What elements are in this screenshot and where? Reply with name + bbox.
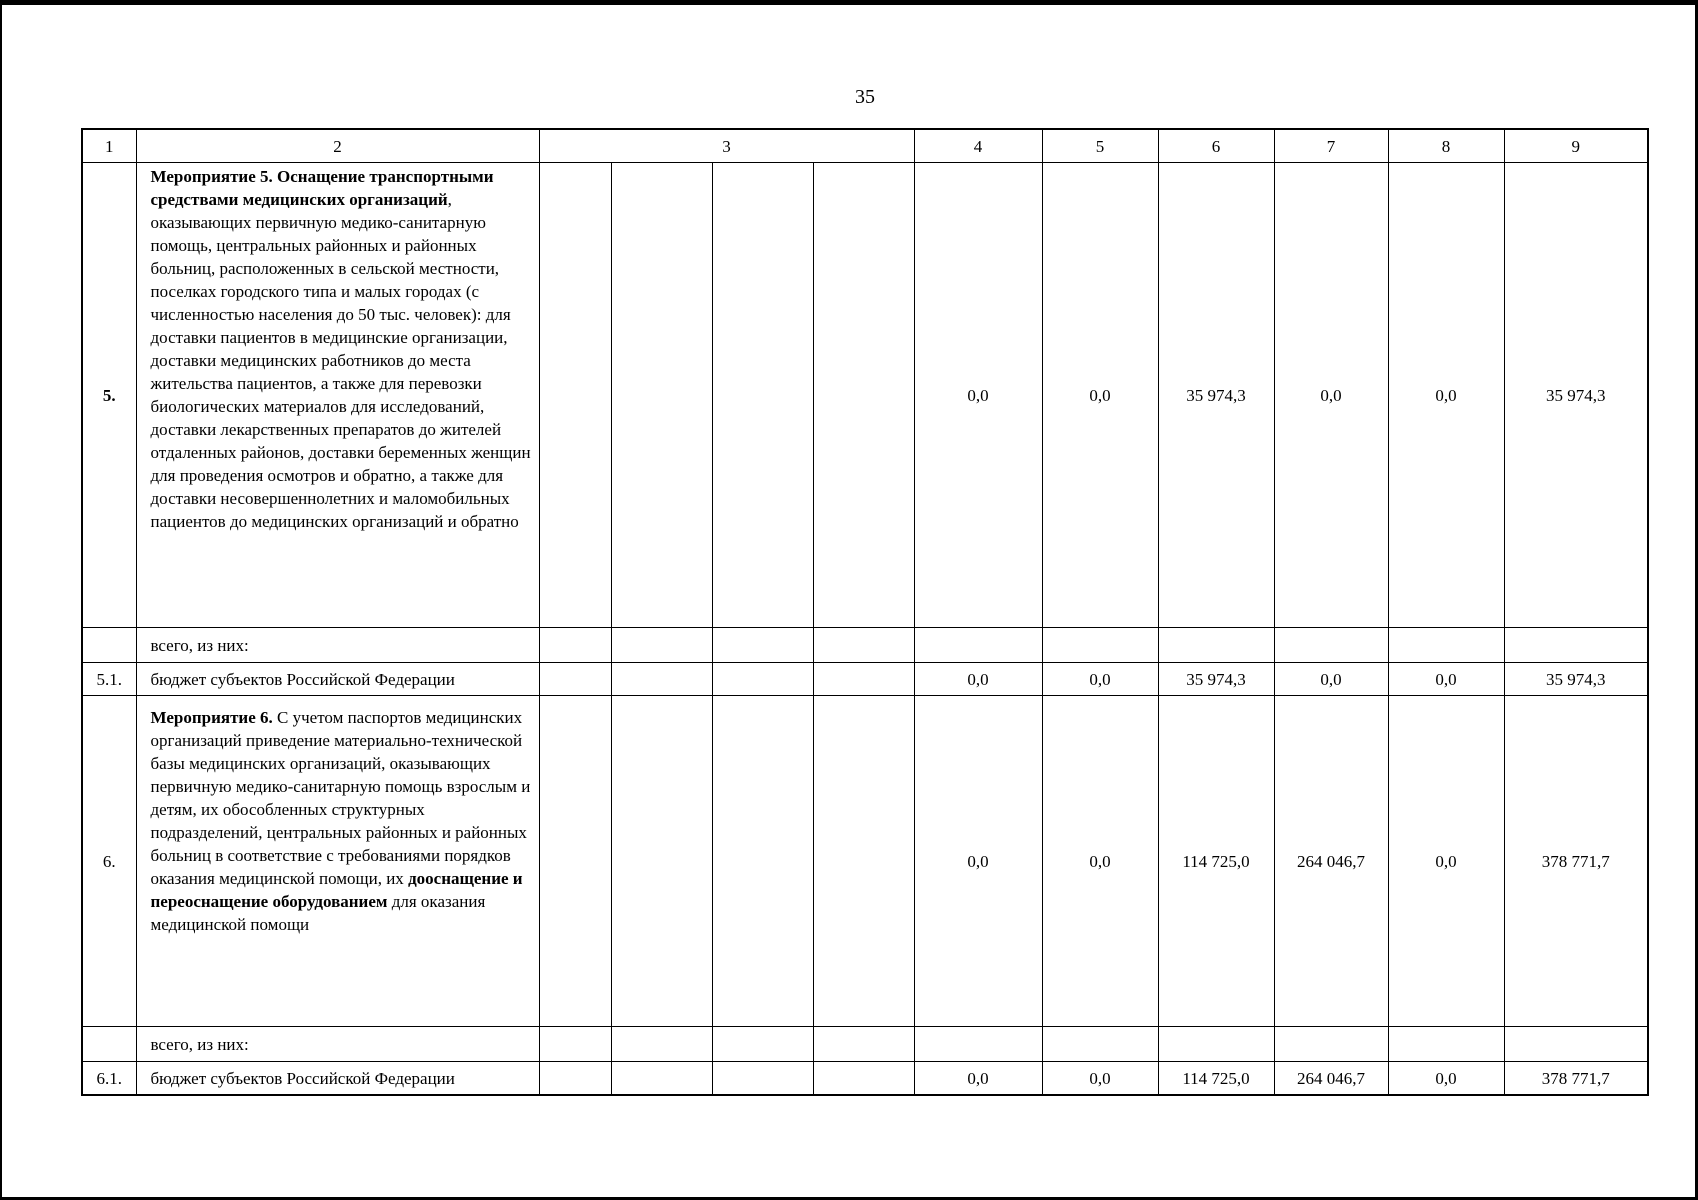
data-table bbox=[81, 128, 1649, 1096]
value-col-7: 264 046,7 bbox=[1274, 1062, 1388, 1096]
empty-cell bbox=[1158, 1027, 1274, 1062]
header-cell-7: 7 bbox=[1274, 129, 1388, 163]
measure-title: Мероприятие 6. bbox=[150, 708, 273, 727]
row-number: 5.1. bbox=[82, 663, 136, 696]
empty-cell bbox=[82, 628, 136, 663]
value-col-9: 378 771,7 bbox=[1504, 696, 1648, 1027]
empty-cell bbox=[712, 1062, 813, 1096]
empty-cell bbox=[712, 163, 813, 628]
value-col-9: 35 974,3 bbox=[1504, 663, 1648, 696]
measure-description bbox=[136, 696, 539, 1027]
table-row-6-1 bbox=[82, 1062, 1648, 1096]
empty-cell bbox=[611, 163, 712, 628]
header-cell-4: 4 bbox=[914, 129, 1042, 163]
total-label: всего, из них: bbox=[136, 1027, 539, 1062]
empty-cell bbox=[1388, 1027, 1504, 1062]
value-col-6: 35 974,3 bbox=[1158, 663, 1274, 696]
total-label: всего, из них: bbox=[136, 628, 539, 663]
empty-cell bbox=[813, 696, 914, 1027]
empty-cell bbox=[1504, 628, 1648, 663]
header-cell-3: 3 bbox=[539, 129, 914, 163]
value-col-4: 0,0 bbox=[914, 696, 1042, 1027]
empty-cell bbox=[539, 1027, 611, 1062]
value-col-8: 0,0 bbox=[1388, 663, 1504, 696]
measure-text-end: для оказания медицинской помощи bbox=[150, 892, 486, 934]
empty-cell bbox=[712, 1027, 813, 1062]
empty-cell bbox=[539, 663, 611, 696]
value-col-6: 114 725,0 bbox=[1158, 696, 1274, 1027]
empty-cell bbox=[1158, 628, 1274, 663]
budget-label: бюджет субъектов Российской Федерации bbox=[136, 663, 539, 696]
value-col-7: 0,0 bbox=[1274, 163, 1388, 628]
empty-cell bbox=[611, 1062, 712, 1096]
header-row bbox=[82, 129, 1648, 163]
value-col-5: 0,0 bbox=[1042, 163, 1158, 628]
value-col-5: 0,0 bbox=[1042, 696, 1158, 1027]
measure-emphasis: дооснащение и переоснащение оборудованием bbox=[150, 869, 523, 911]
value-col-7: 264 046,7 bbox=[1274, 696, 1388, 1027]
empty-cell bbox=[611, 628, 712, 663]
measure-text: , оказывающих первичную медико-санитарную помощь, центральных районных и районных больниц, расположенных в сельской местности, поселках городского типа и малых городах (с численностью населения до 50 тыс. человек): для доставки пациентов в медицинские организации, доставки медицинских работников до места жительства пациентов, а также для перевозки биологических материалов для исследований, доставки лекарственных препаратов до жителей отдаленных районов, доставки беременных женщин для проведения осмотров и обратно, а также для доставки несовершеннолетних и маломобильных пациентов до медицинских организаций и обратно bbox=[150, 190, 531, 531]
table-row-total-6 bbox=[82, 1027, 1648, 1062]
empty-cell bbox=[539, 163, 611, 628]
empty-cell bbox=[611, 1027, 712, 1062]
value-col-8: 0,0 bbox=[1388, 696, 1504, 1027]
measure-description bbox=[136, 163, 539, 628]
empty-cell bbox=[539, 696, 611, 1027]
row-number: 6. bbox=[82, 696, 136, 1027]
empty-cell bbox=[1042, 1027, 1158, 1062]
value-col-9: 378 771,7 bbox=[1504, 1062, 1648, 1096]
empty-cell bbox=[539, 1062, 611, 1096]
header-cell-9: 9 bbox=[1504, 129, 1648, 163]
value-col-6: 35 974,3 bbox=[1158, 163, 1274, 628]
empty-cell bbox=[611, 696, 712, 1027]
empty-cell bbox=[813, 663, 914, 696]
empty-cell bbox=[1388, 628, 1504, 663]
empty-cell bbox=[813, 1027, 914, 1062]
page-number: 35 bbox=[855, 86, 875, 108]
header-cell-6: 6 bbox=[1158, 129, 1274, 163]
value-col-4: 0,0 bbox=[914, 663, 1042, 696]
empty-cell bbox=[82, 1027, 136, 1062]
value-col-4: 0,0 bbox=[914, 1062, 1042, 1096]
measure-text: С учетом паспортов медицинских организаций приведение материально-технической базы медицинских организаций, оказывающих первичную медико-санитарную помощь взрослым и детям, их обособленных структурных подразделений, центральных районных и районных больниц в соответствие с требованиями порядков оказания медицинской помощи, их bbox=[150, 708, 531, 888]
empty-cell bbox=[914, 628, 1042, 663]
table-row-5-1 bbox=[82, 663, 1648, 696]
empty-cell bbox=[539, 628, 611, 663]
empty-cell bbox=[813, 628, 914, 663]
header-cell-5: 5 bbox=[1042, 129, 1158, 163]
empty-cell bbox=[914, 1027, 1042, 1062]
value-col-5: 0,0 bbox=[1042, 1062, 1158, 1096]
table-row-measure-5 bbox=[82, 163, 1648, 628]
empty-cell bbox=[813, 163, 914, 628]
empty-cell bbox=[712, 696, 813, 1027]
row-number: 6.1. bbox=[82, 1062, 136, 1096]
header-cell-2: 2 bbox=[136, 129, 539, 163]
measure-title: Мероприятие 5. Оснащение транспортными средствами медицинских организаций bbox=[150, 167, 494, 209]
value-col-4: 0,0 bbox=[914, 163, 1042, 628]
budget-label: бюджет субъектов Российской Федерации bbox=[136, 1062, 539, 1096]
empty-cell bbox=[712, 663, 813, 696]
value-col-8: 0,0 bbox=[1388, 163, 1504, 628]
empty-cell bbox=[1042, 628, 1158, 663]
empty-cell bbox=[1274, 1027, 1388, 1062]
table-row-measure-6 bbox=[82, 696, 1648, 1027]
value-col-8: 0,0 bbox=[1388, 1062, 1504, 1096]
header-cell-8: 8 bbox=[1388, 129, 1504, 163]
empty-cell bbox=[813, 1062, 914, 1096]
header-cell-1: 1 bbox=[82, 129, 136, 163]
row-number: 5. bbox=[82, 163, 136, 628]
table-row-total-5 bbox=[82, 628, 1648, 663]
value-col-7: 0,0 bbox=[1274, 663, 1388, 696]
empty-cell bbox=[1504, 1027, 1648, 1062]
empty-cell bbox=[611, 663, 712, 696]
value-col-9: 35 974,3 bbox=[1504, 163, 1648, 628]
value-col-6: 114 725,0 bbox=[1158, 1062, 1274, 1096]
empty-cell bbox=[1274, 628, 1388, 663]
value-col-5: 0,0 bbox=[1042, 663, 1158, 696]
empty-cell bbox=[712, 628, 813, 663]
